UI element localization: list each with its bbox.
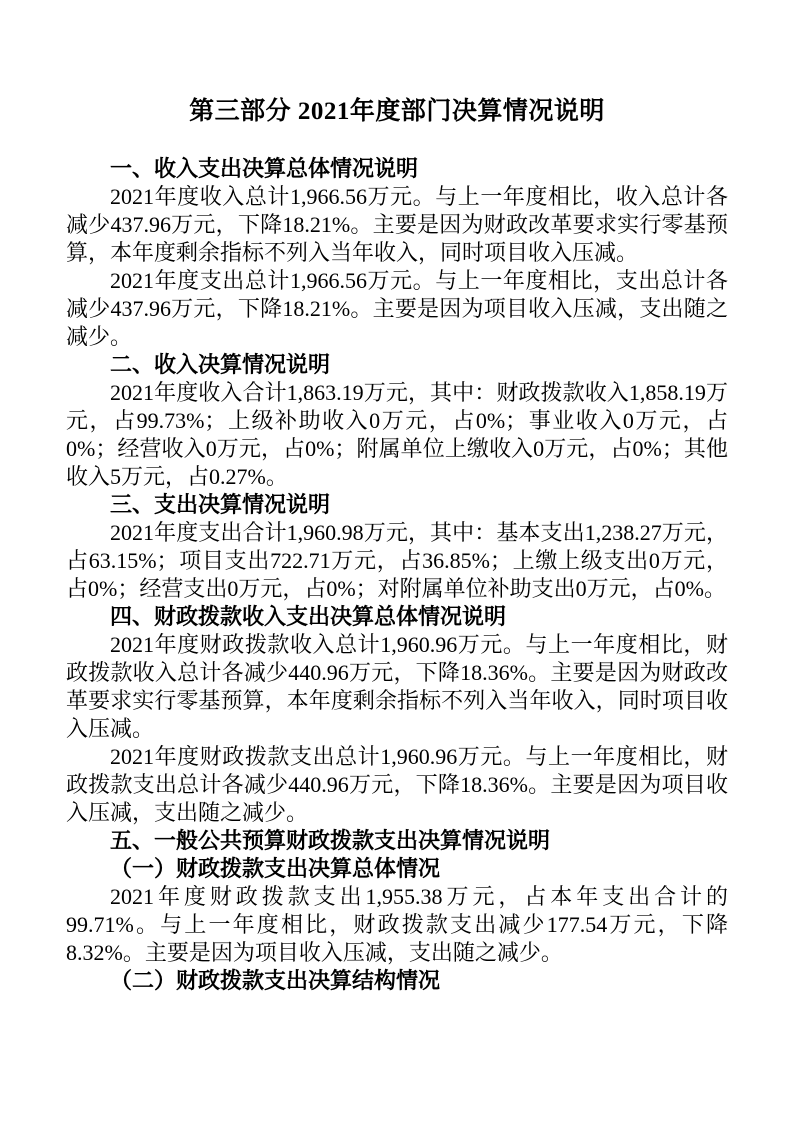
document-title: 第三部分 2021年度部门决算情况说明	[189, 98, 605, 125]
section-1-paragraph-1: 2021年度收入总计1,966.56万元。与上一年度相比，收入总计各减少437.96万元，下降18.21%。主要是因为财政改革要求实行零基预算，本年度剩余指标不列入当年收入，同时项目收入压减。	[66, 184, 728, 265]
section-5-sub-1-heading: （一）财政拨款支出决算总体情况	[110, 856, 441, 881]
section-4-paragraph-1: 2021年度财政拨款收入总计1,960.96万元。与上一年度相比，财政拨款收入总计各减少440.96万元，下降18.36%。主要是因为财政改革要求实行零基预算，本年度剩余指标不列入当年收入，同时项目收入压减。	[66, 632, 728, 741]
section-5-sub-2-heading: （二）财政拨款支出决算结构情况	[110, 968, 441, 993]
section-1-heading: 一、收入支出决算总体情况说明	[110, 156, 419, 181]
section-1-paragraph-2: 2021年度支出总计1,966.56万元。与上一年度相比，支出总计各减少437.96万元，下降18.21%。主要是因为项目收入压减，支出随之减少。	[66, 268, 728, 349]
section-5-heading: 五、一般公共预算财政拨款支出决算情况说明	[110, 828, 551, 853]
section-2-paragraph-1: 2021年度收入合计1,863.19万元，其中：财政拨款收入1,858.19万元，占99.73%；上级补助收入0万元，占0%；事业收入0万元，占0%；经营收入0万元，占0%；附属单位上缴收入0万元，占0%；其他收入5万元，占0.27%。	[66, 380, 728, 489]
section-3-paragraph-1: 2021年度支出合计1,960.98万元，其中：基本支出1,238.27万元，占63.15%；项目支出722.71万元，占36.85%；上缴上级支出0万元，占0%；经营支出0万元，占0%；对附属单位补助支出0万元，占0%。	[66, 520, 728, 601]
section-4-heading: 四、财政拨款收入支出决算总体情况说明	[110, 604, 507, 629]
section-3-heading: 三、支出决算情况说明	[110, 492, 331, 517]
document-content	[66, 96, 728, 995]
section-2-heading: 二、收入决算情况说明	[110, 352, 331, 377]
section-5-sub-1-paragraph-1: 2021年度财政拨款支出1,955.38万元，占本年支出合计的99.71%。与上一年度相比，财政拨款支出减少177.54万元，下降8.32%。主要是因为项目收入压减，支出随之减少。	[66, 884, 728, 965]
section-4-paragraph-2: 2021年度财政拨款支出总计1,960.96万元。与上一年度相比，财政拨款支出总计各减少440.96万元，下降18.36%。主要是因为项目收入压减，支出随之减少。	[66, 744, 728, 825]
